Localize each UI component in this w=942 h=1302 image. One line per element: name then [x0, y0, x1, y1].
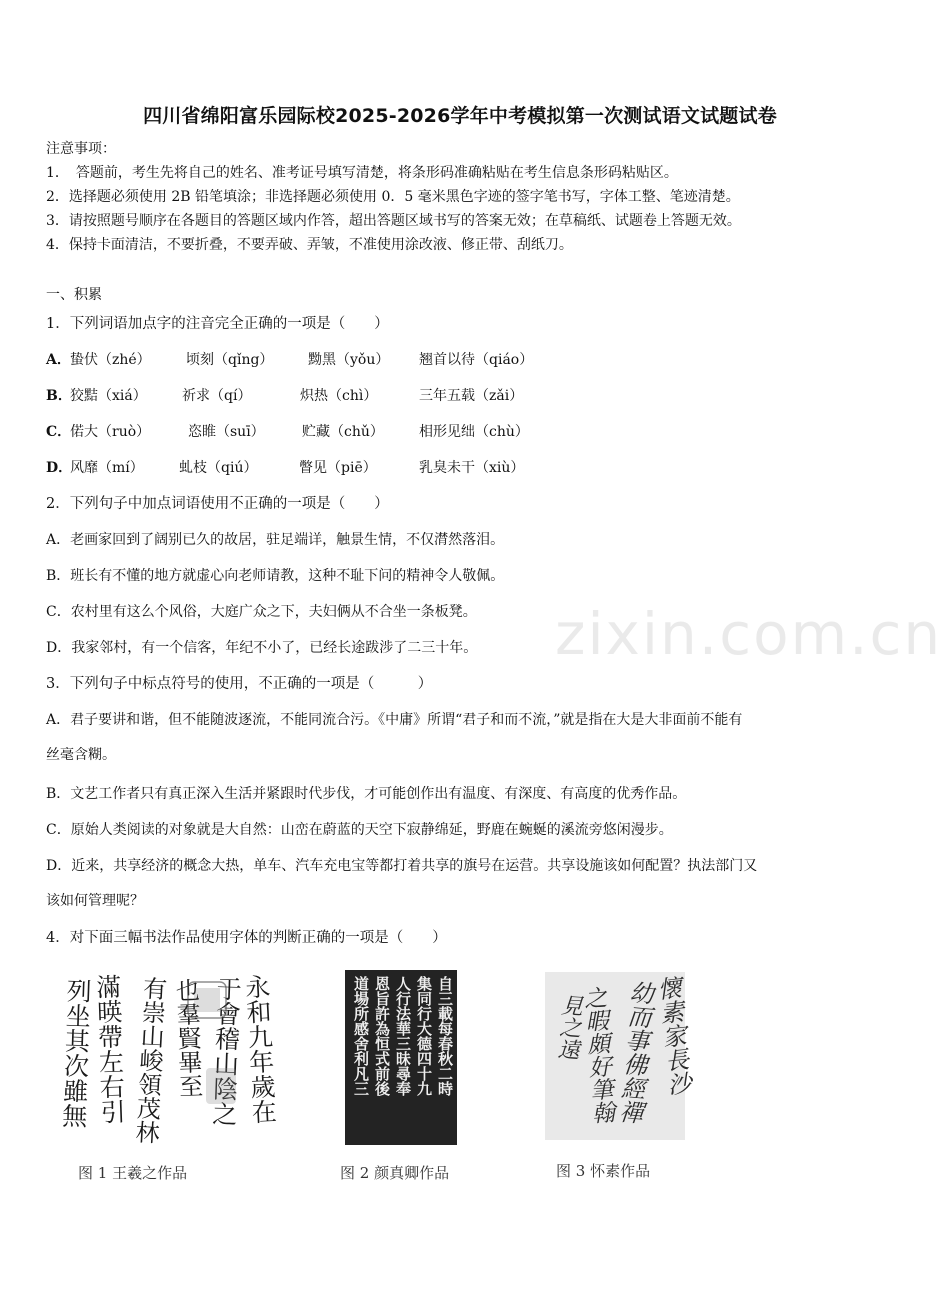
section-heading: 一、积累 [46, 287, 102, 303]
figure-1-image [58, 972, 280, 1150]
q2-option-a: A．老画家回到了阔别已久的故居，驻足端详，触景生情，不仅潸然落泪。 [46, 532, 505, 548]
q2-option-c: C．农村里有这么个风俗，大庭广众之下，夫妇俩从不合坐一条板凳。 [46, 604, 477, 620]
word-item: 炽热（chì） [300, 388, 378, 404]
word-item: 黝黑（yǒu） [308, 352, 390, 368]
word-item: 风靡（mí） [70, 460, 144, 476]
option-label: C． [46, 424, 72, 440]
calligraphy-column: 集同行大德四十九 [415, 976, 433, 1096]
option-label: B． [46, 388, 72, 404]
figure-3-image [545, 972, 693, 1140]
q3-option-b: B．文艺工作者只有真正深入生活并紧跟时代步伐，才可能创作出有温度、有深度、有高度的优秀作品。 [46, 786, 687, 802]
q4-stem: 4．对下面三幅书法作品使用字体的判断正确的一项是（ ） [46, 930, 447, 946]
option-label: D． [46, 460, 73, 476]
calligraphy-column: 自三載每春秋二時 [436, 976, 454, 1096]
q3-option-c: C．原始人类阅读的对象就是大自然：山峦在蔚蓝的天空下寂静绵延，野鹿在蜿蜒的溪流旁悠闲漫步。 [46, 822, 673, 838]
word-item: 瞥见（piē） [299, 460, 377, 476]
word-item: 蛰伏（zhé） [70, 352, 151, 368]
calligraphy-column: 見之遠 [553, 993, 584, 1061]
word-item: 乳臭未干（xiù） [419, 460, 525, 476]
q3-option-a-line1: A．君子要讲和谐，但不能随波逐流，不能同流合污。《中庸》所谓“君子和而不流，”就是指在大是大非面前不能有 [46, 712, 743, 728]
figure-2-image [345, 970, 457, 1145]
calligraphy-column: 也羣賢畢至 [170, 977, 204, 1099]
word-item: 恣睢（suī） [188, 424, 265, 440]
notice-item-1: 1． 答题前，考生先将自己的姓名、准考证号填写清楚，将条形码准确粘贴在考生信息条形码粘贴区。 [46, 165, 678, 181]
q2-option-b: B．班长有不懂的地方就虚心向老师请教，这种不耻下问的精神令人敬佩。 [46, 568, 505, 584]
word-item: 顷刻（qǐng） [186, 352, 274, 368]
word-item: 偌大（ruò） [70, 424, 151, 440]
notice-item-3: 3．请按照题号顺序在各题目的答题区域内作答，超出答题区域书写的答案无效；在草稿纸、试题卷上答题无效。 [46, 213, 741, 229]
word-item: 贮藏（chǔ） [302, 424, 384, 440]
notice-item-2: 2．选择题必须使用 2B 铅笔填涂；非选择题必须使用 0．5 毫米黑色字迹的签字笔书写，字体工整、笔迹清楚。 [46, 189, 740, 205]
word-item: 相形见绌（chù） [419, 424, 529, 440]
q2-stem: 2．下列句子中加点词语使用不正确的一项是（ ） [46, 496, 389, 512]
word-item: 虬枝（qiú） [179, 460, 258, 476]
calligraphy-column: 于會稽山陰之 [208, 975, 243, 1127]
calligraphy-column: 道場所感舍利凡三 [352, 976, 370, 1096]
q3-option-d-line2: 该如何管理呢？ [46, 893, 144, 909]
word-item: 祈求（qí） [182, 388, 252, 404]
calligraphy-column: 幼而事佛經禪 [613, 979, 655, 1125]
calligraphy-column: 之暇頗好筆翰 [579, 985, 615, 1125]
calligraphy-column: 列坐其次雖無 [58, 977, 93, 1129]
calligraphy-column: 有崇山峻領茂林 [130, 975, 168, 1145]
figure-2-caption: 图 2 颜真卿作品 [340, 1164, 450, 1182]
seal-stamp-icon [204, 1066, 238, 1106]
notice-heading: 注意事项： [46, 141, 116, 157]
calligraphy-column: 滿暎帶左右引 [92, 973, 127, 1125]
notice-item-4: 4．保持卡面清洁，不要折叠，不要弄破、弄皱，不准使用涂改液、修正带、刮纸刀。 [46, 237, 573, 253]
q3-stem: 3．下列句子中标点符号的使用，不正确的一项是（ ） [46, 676, 433, 692]
page-title: 四川省绵阳富乐园际校2025-2026学年中考模拟第一次测试语文试题试卷 [143, 105, 777, 127]
calligraphy-column: 恩旨許為恒式前後 [373, 976, 391, 1096]
word-item: 三年五载（zǎi） [419, 388, 524, 404]
calligraphy-column: 懷素家長沙 [651, 974, 693, 1098]
seal-stamp-icon [186, 980, 228, 1020]
q3-option-d-line1: D．近来，共享经济的概念大热，单车、汽车充电宝等都打着共享的旗号在运营。共享设施该如何配置？执法部门又 [46, 858, 758, 874]
word-item: 狡黠（xiá） [70, 388, 147, 404]
q2-option-d: D．我家邻村，有一个信客，年纪不小了，已经长途跋涉了二三十年。 [46, 640, 478, 656]
option-label: A． [46, 352, 71, 368]
q3-option-a-line2: 丝毫含糊。 [46, 747, 116, 763]
calligraphy-column: 永和九年歲在 [241, 973, 278, 1125]
q1-stem: 1．下列词语加点字的注音完全正确的一项是（ ） [46, 316, 389, 332]
figure-1-caption: 图 1 王羲之作品 [78, 1164, 188, 1182]
word-item: 翘首以待（qiáo） [419, 352, 534, 368]
calligraphy-column: 人行法華三昧尋奉 [394, 976, 412, 1096]
watermark: zixin.com.cn [555, 600, 942, 668]
figure-3-caption: 图 3 怀素作品 [556, 1162, 651, 1180]
